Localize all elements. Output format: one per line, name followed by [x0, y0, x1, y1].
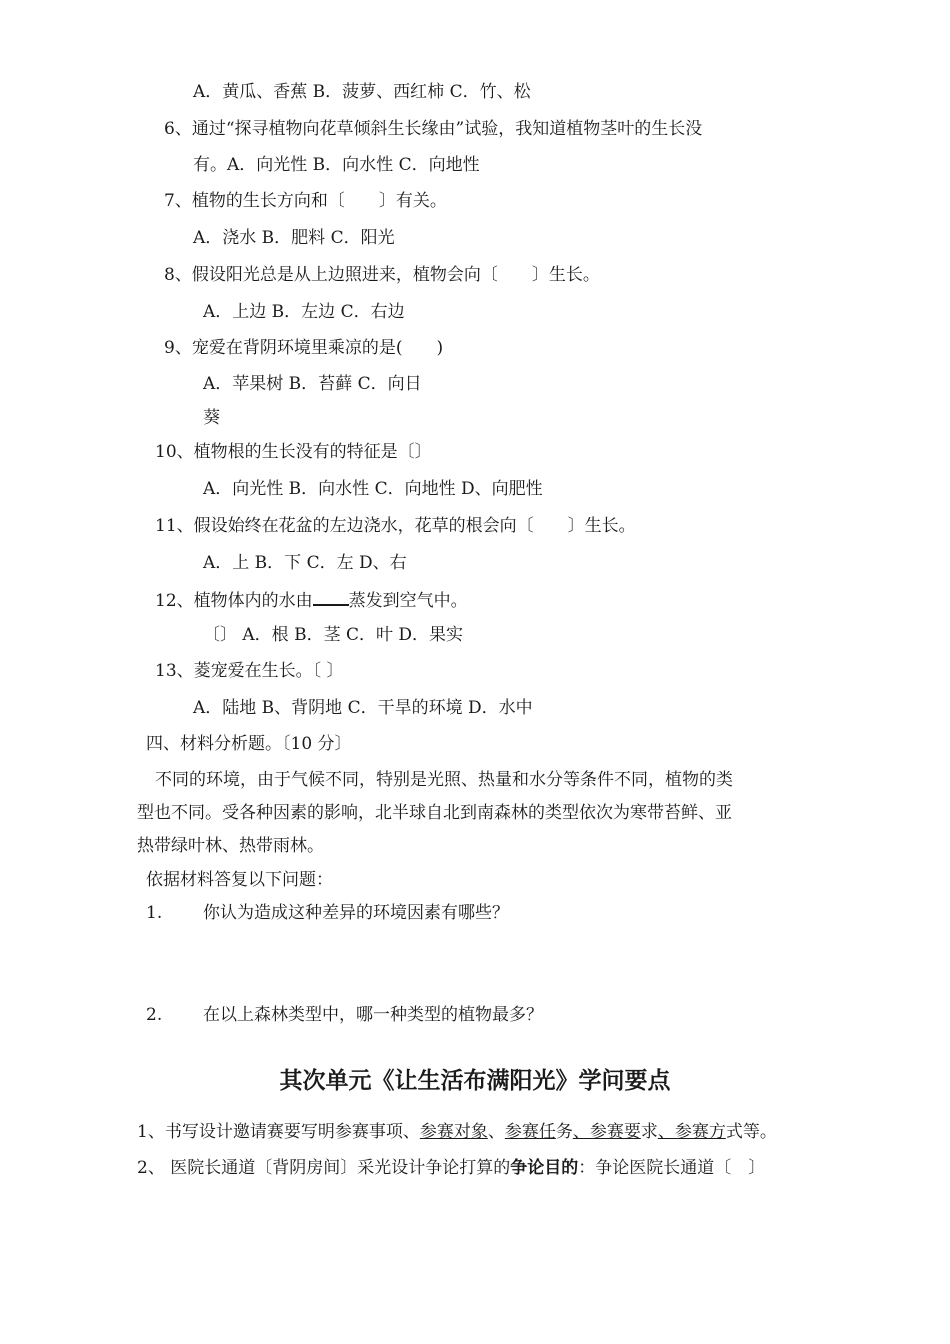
material-paragraph-line1: 不同的环境，由于气候不同，特别是光照、热量和水分等条件不同，植物的类 — [155, 770, 733, 790]
instruction-text: 依据材料答复以下问题： — [146, 870, 333, 890]
point-1-text-a: 1、书写设计邀请赛要写明参赛事项、 — [137, 1122, 420, 1142]
underlined-term-method: 、参赛方 — [657, 1122, 726, 1142]
q13-options: A．陆地 B、背阴地 C．干旱的环境 D．水中 — [193, 698, 533, 718]
q12-question — [155, 588, 468, 612]
q8-question: 8、假设阳光总是从上边照进来，植物会向〔 〕生长。 — [164, 265, 600, 285]
point-2-bold-term: 争论目的 — [510, 1158, 579, 1178]
point-1-text-c: 务 — [555, 1122, 573, 1142]
q9-options: A．苹果树 B．苔藓 C．向日 — [203, 374, 422, 394]
unit-heading: 其次单元《让生活布满阳光》学问要点 — [279, 1068, 671, 1094]
q9-options-cont: 葵 — [203, 408, 220, 428]
q7-options: A．浇水 B．肥料 C．阳光 — [193, 228, 395, 248]
q6-question: 6、通过“探寻植物向花草倾斜生长缘由”试验，我知道植物茎叶的生长没 — [164, 119, 703, 139]
point-1 — [137, 1121, 777, 1143]
sub-question-2-text: 在以上森林类型中，哪一种类型的植物最多？ — [203, 1005, 543, 1025]
q9-question: 9、宠爱在背阴环境里乘凉的是( ) — [164, 338, 444, 358]
point-2 — [137, 1157, 765, 1179]
point-2-text-a: 2、 医院长通道〔背阴房间〕采光设计争论打算的 — [137, 1158, 511, 1178]
q13-question: 13、菱宠爱在生长。〔 〕 — [155, 661, 344, 681]
q11-options: A．上 B．下 C．左 D、右 — [203, 553, 407, 573]
sub-question-1-text: 你认为造成这种差异的环境因素有哪些？ — [203, 903, 509, 923]
q11-question: 11、假设始终在花盆的左边浇水，花草的根会向〔 〕生长。 — [155, 516, 636, 536]
q12-text-post: 蒸发到空气中。 — [348, 591, 468, 611]
sub-question-1-number: 1. — [146, 903, 163, 923]
underlined-term-task: 参赛任 — [504, 1122, 556, 1142]
point-1-text-d: 求 — [640, 1122, 658, 1142]
point-1-text-b: 、 — [487, 1122, 505, 1142]
point-2-text-b: ：争论医院长通道〔 〕 — [578, 1158, 766, 1178]
material-paragraph-line3: 热带绿叶林、热带雨林。 — [137, 836, 324, 856]
fill-blank — [313, 588, 349, 606]
q12-text-pre: 12、植物体内的水由 — [155, 591, 313, 611]
q8-options: A．上边 B．左边 C．右边 — [203, 302, 405, 322]
sub-question-2-number: 2. — [146, 1005, 163, 1025]
point-1-text-e: 式等。 — [725, 1122, 777, 1142]
q7-question: 7、植物的生长方向和〔 〕有关。 — [164, 191, 447, 211]
underlined-term-requirements: 、参赛要 — [572, 1122, 641, 1142]
q10-question: 10、植物根的生长没有的特征是〔〕 — [155, 442, 432, 462]
q5-options: A．黄瓜、香蕉 B．菠萝、西红柿 C．竹、松 — [193, 82, 531, 102]
q6-options: 有。A．向光性 B．向水性 C．向地性 — [193, 155, 480, 175]
q10-options: A．向光性 B．向水性 C．向地性 D、向肥性 — [203, 479, 543, 499]
underlined-term-participants: 参赛对象 — [419, 1122, 488, 1142]
section-four-heading: 四、材料分析题。〔10 分〕 — [146, 734, 352, 754]
q12-options: 〔〕 A．根 B．茎 C．叶 D．果实 — [203, 625, 464, 645]
material-paragraph-line2: 型也不同。受各种因素的影响，北半球自北到南森林的类型依次为寒带苔鲜、亚 — [137, 803, 732, 823]
